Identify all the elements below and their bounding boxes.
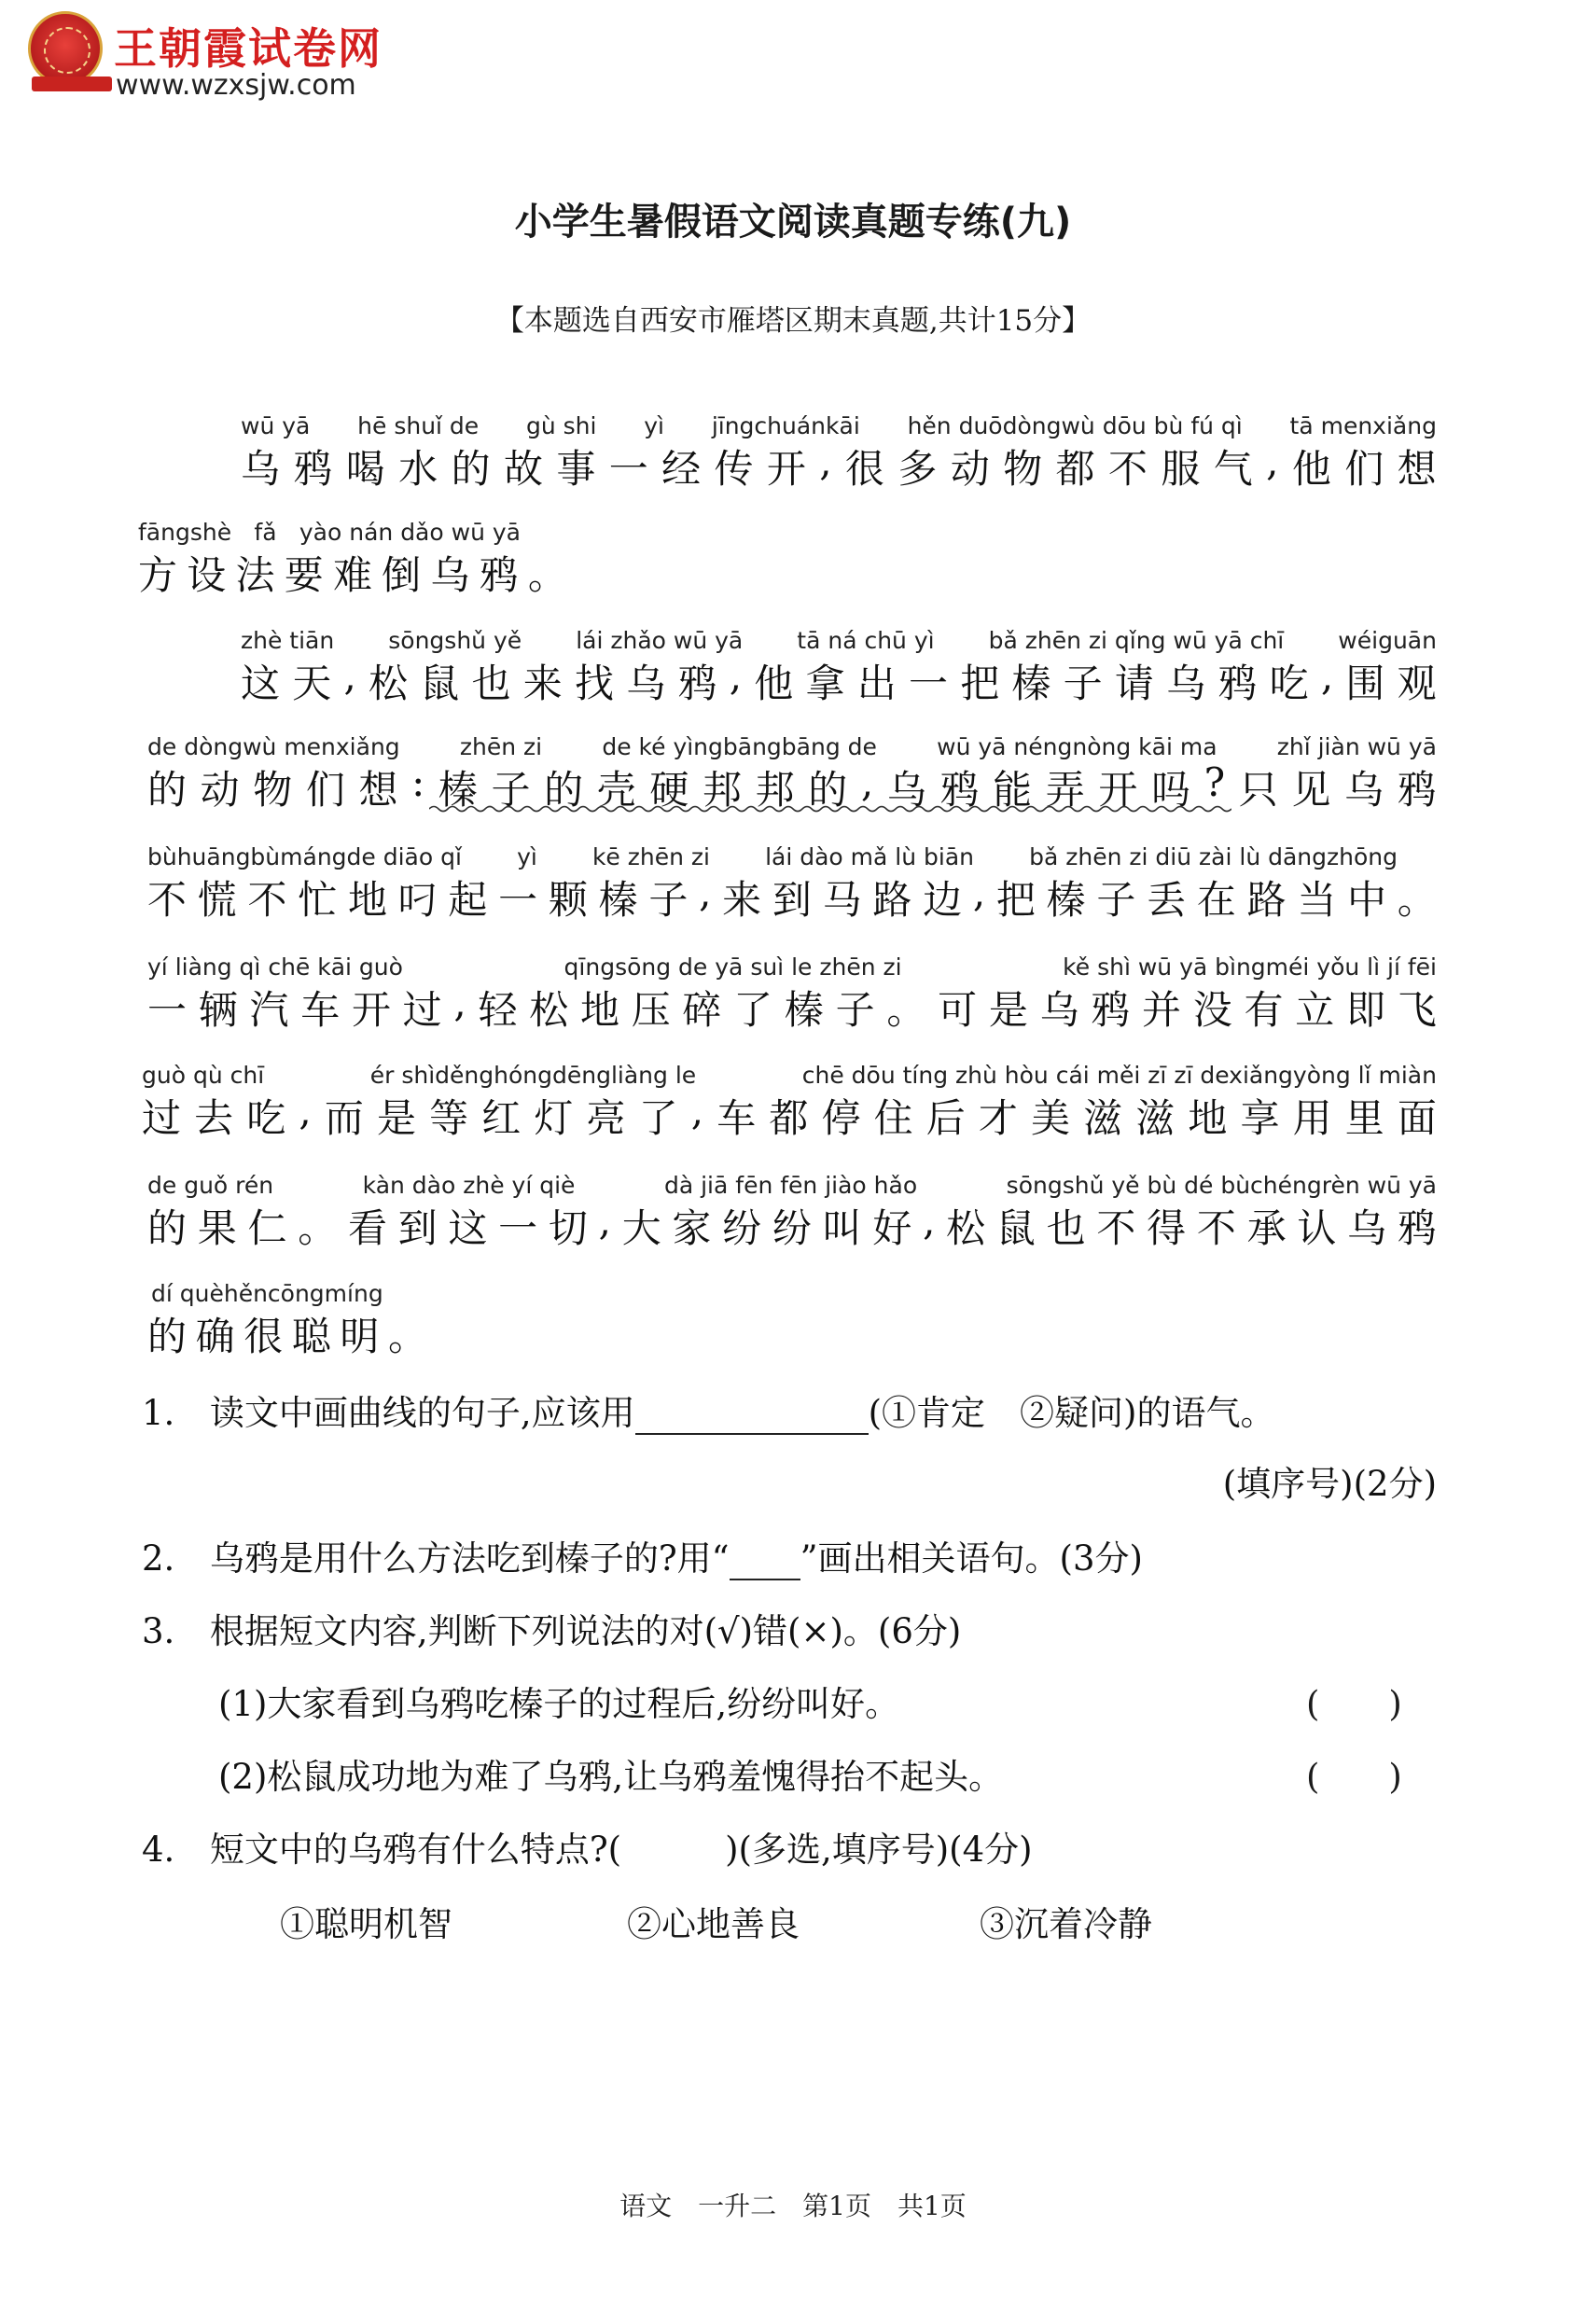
hanzi-char: 鸦 [1217,661,1258,706]
hanzi-char: 也 [1046,1205,1086,1251]
hanzi-char: 把 [995,877,1036,923]
hanzi-char: , [1320,653,1334,699]
hanzi-char: 只 [1238,767,1278,813]
hanzi-char: 马 [822,877,862,923]
hanzi-char: 车 [716,1095,757,1141]
hanzi-char: 享 [1240,1095,1280,1141]
pinyin-group: lái dào mǎ lù biān [765,843,975,870]
hanzi-char: 。 [387,1314,427,1359]
hanzi-char: 榛 [1011,661,1051,706]
hanzi-char: 吃 [246,1095,286,1141]
pinyin-group: kē zhēn zi [591,843,710,870]
pinyin-group: wéiguān [1338,627,1437,654]
hanzi-line-2 [138,545,567,601]
hanzi-char: 动 [950,446,990,492]
pinyin-group: bǎ zhēn zi diū zài lù dāngzhōng [1029,843,1398,870]
hanzi-char: 开 [766,446,806,492]
question-1-score: (填序号)(2分) [1222,1464,1437,1504]
hanzi-char: 而 [324,1095,364,1141]
hanzi-char: 乌 [1344,767,1384,813]
hanzi-char: 事 [556,446,596,492]
hanzi-char: 一 [498,1205,538,1251]
hanzi-char: 也 [471,661,511,706]
hanzi-char: 吗 [1150,767,1190,813]
hanzi-char: 法 [235,552,275,598]
pinyin-group: dí quèhěncōngmíng [151,1280,383,1307]
hanzi-char: 滋 [1135,1095,1176,1141]
hanzi-char: 亮 [586,1095,626,1141]
hanzi-char: 难 [332,552,372,598]
question-3-item-1: (1)大家看到乌鸦吃榛子的过程后,纷纷叫好。 [218,1684,900,1724]
hanzi-char: 地 [579,987,619,1033]
hanzi-char: 把 [960,661,1000,706]
pinyin-group: yì [517,843,537,870]
hanzi-char: 面 [1397,1095,1437,1141]
hanzi-char: 传 [714,446,754,492]
hanzi-char: 中 [1347,877,1387,923]
wavy-underline [429,804,1231,814]
hanzi-line-7 [142,1088,1437,1144]
hanzi-char: 见 [1291,767,1331,813]
question-2 [142,1530,1143,1580]
hanzi-char: 到 [397,1205,438,1251]
pinyin-group: bǎ zhēn zi qǐng wū yā chī [988,627,1285,654]
brand-name: 王朝霞试卷网 [114,23,383,74]
hanzi-char: ? [1203,759,1226,805]
pinyin-group: yí liàng qì chē kāi guò [147,953,403,981]
hanzi-char: 乌 [1039,987,1079,1033]
pinyin-group: yào nán dǎo wū yā [299,519,521,546]
hanzi-char: 邦 [703,767,743,813]
hanzi-char: 停 [821,1095,861,1141]
hanzi-char: 纷 [722,1205,762,1251]
hanzi-char: , [819,438,832,484]
hanzi-char: 水 [398,446,438,492]
hanzi-char: 忙 [298,877,338,923]
hanzi-char: 汽 [249,987,289,1033]
pinyin-group: zhǐ jiàn wū yā [1276,733,1437,760]
pinyin-group: fǎ [254,519,277,546]
hanzi-char: 的 [147,1314,188,1359]
hanzi-char: , [1266,438,1279,484]
hanzi-char: 慌 [197,877,237,923]
hanzi-char: 不 [247,877,287,923]
hanzi-char: 都 [1055,446,1095,492]
hanzi-char: 多 [897,446,938,492]
logo-ribbon-icon [32,77,112,91]
hanzi-char: 好 [872,1205,912,1251]
hanzi-char: 他 [1291,446,1331,492]
question-number: 2. [142,1538,175,1579]
hanzi-char: 这 [241,661,281,706]
hanzi-char: 认 [1297,1205,1337,1251]
pinyin-group: qīngsōng de yā suì le zhēn zi [563,953,902,981]
hanzi-char: 设 [187,552,227,598]
hanzi-char: 榛 [784,987,824,1033]
question-3-item-2: (2)松鼠成功地为难了乌鸦,让乌鸦羞愧得抬不起头。 [218,1757,1004,1797]
hanzi-char: 鼠 [420,661,460,706]
pinyin-group: kě shì wū yā bìngméi yǒu lì jí fēi [1063,953,1437,981]
hanzi-char: 滋 [1083,1095,1123,1141]
pinyin-group: zhè tiān [241,627,335,654]
hanzi-char: 一 [498,877,538,923]
option-3[interactable]: ③沉着冷静 [980,1904,1152,1944]
hanzi-char: 壳 [596,767,636,813]
hanzi-char: 的 [147,1205,188,1251]
hanzi-char: 。 [886,987,926,1033]
pinyin-line-2 [138,519,521,546]
hanzi-char: 颗 [548,877,588,923]
hanzi-char: 是 [376,1095,416,1141]
hanzi-char: 出 [856,661,897,706]
hanzi-char: 拿 [805,661,845,706]
hanzi-char: 请 [1114,661,1154,706]
hanzi-char: 地 [1188,1095,1228,1141]
hanzi-char: 了 [638,1095,678,1141]
pinyin-line-5 [147,843,1398,870]
hanzi-char: 。 [527,552,567,598]
hanzi-char: 住 [873,1095,913,1141]
hanzi-char: 故 [503,446,543,492]
hanzi-char: 是 [988,987,1028,1033]
hanzi-char: 碎 [682,987,722,1033]
hanzi-char: 子 [1096,877,1136,923]
hanzi-char: 弄 [1045,767,1085,813]
hanzi-char: 动 [200,767,240,813]
question-text: 乌鸦是用什么方法吃到榛子的?用“ [209,1538,730,1579]
hanzi-char: 鸦 [1397,1205,1437,1251]
hanzi-char: 即 [1345,987,1385,1033]
hanzi-char: 仁 [247,1205,287,1251]
hanzi-char: 地 [347,877,387,923]
hanzi-char: 开 [351,987,391,1033]
hanzi-char: 才 [978,1095,1018,1141]
hanzi-char: 丢 [1147,877,1187,923]
page-subtitle: 【本题选自西安市雁塔区期末真题,共计15分】 [494,304,1092,338]
hanzi-char: 。 [298,1205,338,1251]
pinyin-group: kàn dào zhè yí qiè [362,1172,576,1199]
hanzi-char: 等 [429,1095,469,1141]
question-number: 4. [142,1830,175,1870]
hanzi-char: 的 [544,767,584,813]
question-3 [142,1603,961,1653]
hanzi-char: 子 [491,767,531,813]
hanzi-char: 乌 [1347,1205,1387,1251]
hanzi-char: 们 [1344,446,1384,492]
hanzi-line-9 [147,1306,427,1362]
hanzi-char: 乌 [241,446,281,492]
hanzi-char: 观 [1397,661,1437,706]
hanzi-char: 轻 [478,987,518,1033]
pinyin-group: ér shìděnghóngdēngliàng le [369,1062,697,1089]
hanzi-char: 压 [631,987,671,1033]
hanzi-char: 松 [529,987,569,1033]
pinyin-group: chē dōu tíng zhù hòu cái měi zī zī dexiǎngyòng lǐ miàn [801,1062,1437,1089]
pinyin-group: sōngshǔ yě [388,627,522,654]
page-footer: 语文 一升二 第1页 共1页 [619,2191,967,2221]
hanzi-char: 围 [1345,661,1385,706]
pinyin-group: tā menxiǎng [1289,412,1437,439]
hanzi-line-8 [147,1198,1437,1254]
hanzi-char: 倒 [382,552,422,598]
hanzi-char: 有 [1244,987,1284,1033]
hanzi-char: 家 [672,1205,712,1251]
pinyin-group: yì [644,412,665,439]
site-logo [28,11,420,102]
hanzi-char: 鸦 [1397,767,1437,813]
hanzi-char: 看 [347,1205,387,1251]
hanzi-char: 叫 [822,1205,862,1251]
hanzi-char: 切 [548,1205,588,1251]
hanzi-char: 路 [1246,877,1287,923]
hanzi-char: 服 [1161,446,1201,492]
hanzi-char: 立 [1295,987,1335,1033]
hanzi-char: 鸦 [293,446,333,492]
question-number: 1. [142,1393,175,1433]
hanzi-char: 过 [142,1095,182,1141]
hanzi-char: , [923,1198,936,1244]
pinyin-line-4 [147,733,1437,760]
hanzi-char: 来 [722,877,762,923]
hanzi-char: 很 [243,1314,284,1359]
hanzi-char: 找 [574,661,614,706]
hanzi-char: 他 [754,661,794,706]
hanzi-char: 美 [1030,1095,1070,1141]
hanzi-char: 纷 [772,1205,812,1251]
hanzi-char: 物 [253,767,293,813]
pinyin-line-6 [147,953,1437,981]
hanzi-char: 后 [925,1095,966,1141]
hanzi-char: 经 [661,446,702,492]
hanzi-char: 一 [147,987,188,1033]
hanzi-char: 们 [305,767,345,813]
question-text: (①肯定 ②疑问)的语气。 [868,1393,1275,1433]
brand-url: www.wzxsjw.com [116,69,356,102]
hanzi-char: 乌 [1166,661,1206,706]
hanzi-char: 气 [1213,446,1253,492]
hanzi-line-1 [241,438,1437,494]
hanzi-char: 开 [1098,767,1138,813]
page-title: 小学生暑假语文阅读真题专练(九) [514,201,1072,244]
hanzi-char: 灯 [534,1095,574,1141]
hanzi-char: 了 [733,987,773,1033]
hanzi-char: , [699,870,712,915]
hanzi-char: 到 [772,877,812,923]
hanzi-char: 不 [1096,1205,1136,1251]
hanzi-char: 的 [147,767,188,813]
hanzi-char: 。 [1397,877,1437,923]
hanzi-line-5 [147,870,1437,925]
hanzi-char: 辆 [198,987,238,1033]
hanzi-char: 里 [1344,1095,1384,1141]
hanzi-char: 确 [195,1314,235,1359]
question-text: 短文中的乌鸦有什么特点?( )(多选,填序号)(4分) [209,1830,1033,1870]
hanzi-char: 车 [300,987,341,1033]
pinyin-group: fāngshè [138,519,232,546]
answer-blank[interactable] [635,1399,869,1435]
pinyin-group: hē shuǐ de [357,412,480,439]
hanzi-char: 不 [1107,446,1148,492]
pinyin-group: de dòngwù menxiǎng [147,733,400,760]
hanzi-char: , [860,759,874,805]
hanzi-line-3 [241,653,1437,709]
hanzi-char: 松 [946,1205,986,1251]
hanzi-char: 聪 [291,1314,331,1359]
question-text: 读文中画曲线的句子,应该用 [209,1393,635,1433]
pinyin-group: lái zhǎo wū yā [576,627,744,654]
question-4 [142,1821,1033,1872]
hanzi-char: , [729,653,743,699]
pinyin-group: sōngshǔ yě bù dé bùchéngrèn wū yā [1006,1172,1437,1199]
hanzi-line-6 [147,980,1437,1036]
hanzi-char: 这 [448,1205,488,1251]
question-text: 根据短文内容,判断下列说法的对(√)错(×)。(6分) [209,1611,962,1651]
underline-sample [730,1545,800,1580]
hanzi-char: 当 [1297,877,1337,923]
hanzi-char: , [598,1198,611,1244]
hanzi-char: 天 [292,661,332,706]
pinyin-group: hěn duōdòngwù dōu bù fú qì [907,412,1243,439]
hanzi-char: 起 [448,877,488,923]
hanzi-char: , [453,980,466,1025]
hanzi-char: , [299,1088,312,1134]
hanzi-char: 来 [522,661,563,706]
hanzi-char: 邦 [755,767,795,813]
pinyin-group: dà jiā fēn fēn jiào hǎo [663,1172,918,1199]
hanzi-char: 榛 [438,767,478,813]
hanzi-char: 子 [1063,661,1103,706]
hanzi-char: 方 [138,552,178,598]
pinyin-line-8 [147,1172,1437,1199]
hanzi-char: 松 [369,661,409,706]
pinyin-line-1 [241,412,1437,439]
question-1 [142,1385,1274,1435]
hanzi-char: 的 [808,767,848,813]
hanzi-char: 乌 [886,767,926,813]
hanzi-char: , [972,870,986,915]
hanzi-char: 子 [835,987,875,1033]
hanzi-char: 过 [402,987,442,1033]
pinyin-group: tā ná chū yì [797,627,935,654]
hanzi-char: , [343,653,356,699]
question-text: ”画出相关语句。(3分) [800,1538,1143,1579]
hanzi-char: 可 [938,987,978,1033]
question-number: 3. [142,1611,175,1651]
hanzi-char: 硬 [649,767,689,813]
hanzi-char: : [411,759,425,805]
hanzi-char: 想 [1397,446,1437,492]
pinyin-group: wū yā [241,412,311,439]
hanzi-char: , [690,1088,704,1134]
hanzi-char: 红 [481,1095,522,1141]
option-1[interactable]: ①聪明机智 [280,1904,452,1944]
pinyin-group: wū yā néngnòng kāi ma [937,733,1217,760]
hanzi-char: 想 [358,767,398,813]
hanzi-char: 乌 [430,552,470,598]
hanzi-char: 果 [197,1205,237,1251]
pinyin-group: zhēn zi [459,733,543,760]
hanzi-char: 鸦 [939,767,980,813]
hanzi-char: 承 [1246,1205,1287,1251]
hanzi-char: 叼 [397,877,438,923]
hanzi-char: 不 [1196,1205,1236,1251]
pinyin-group: jīngchuánkāi [711,412,860,439]
hanzi-char: 喝 [345,446,385,492]
hanzi-char: 能 [993,767,1033,813]
hanzi-char: 的 [451,446,491,492]
answer-bracket[interactable]: ( ) [1306,1684,1402,1724]
hanzi-char: 很 [845,446,885,492]
pinyin-line-9 [151,1280,403,1307]
hanzi-char: 用 [1292,1095,1332,1141]
logo-seal-icon [28,11,103,86]
pinyin-group: de guǒ rén [147,1172,274,1199]
hanzi-char: 路 [872,877,912,923]
hanzi-char: 没 [1192,987,1232,1033]
pinyin-group: de ké yìngbāngbāng de [602,733,877,760]
pinyin-group: gù shi [525,412,597,439]
hanzi-char: 榛 [598,877,638,923]
hanzi-char: 一 [908,661,948,706]
hanzi-char: 鸦 [677,661,717,706]
hanzi-char: 并 [1142,987,1182,1033]
pinyin-group: guò qù chī [142,1062,265,1089]
hanzi-char: 一 [608,446,648,492]
pinyin-group: bùhuāngbùmángde diāo qǐ [147,843,462,870]
hanzi-char: 要 [284,552,324,598]
answer-bracket[interactable]: ( ) [1306,1757,1402,1797]
hanzi-char: 飞 [1397,987,1437,1033]
hanzi-char: 榛 [1046,877,1086,923]
hanzi-char: 物 [1003,446,1043,492]
pinyin-line-7 [142,1062,1437,1089]
hanzi-char: 子 [648,877,689,923]
option-2[interactable]: ②心地善良 [627,1904,800,1944]
hanzi-char: 在 [1196,877,1236,923]
hanzi-char: 大 [621,1205,661,1251]
hanzi-char: 都 [769,1095,809,1141]
hanzi-char: 鸦 [1091,987,1131,1033]
pinyin-line-3 [241,627,1437,654]
hanzi-char: 吃 [1269,661,1309,706]
hanzi-char: 鼠 [995,1205,1036,1251]
hanzi-char: 不 [147,877,188,923]
hanzi-char: 乌 [626,661,666,706]
hanzi-char: 明 [340,1314,380,1359]
hanzi-char: 边 [923,877,963,923]
hanzi-char: 鸦 [479,552,519,598]
hanzi-char: 得 [1147,1205,1187,1251]
hanzi-char: 去 [194,1095,234,1141]
